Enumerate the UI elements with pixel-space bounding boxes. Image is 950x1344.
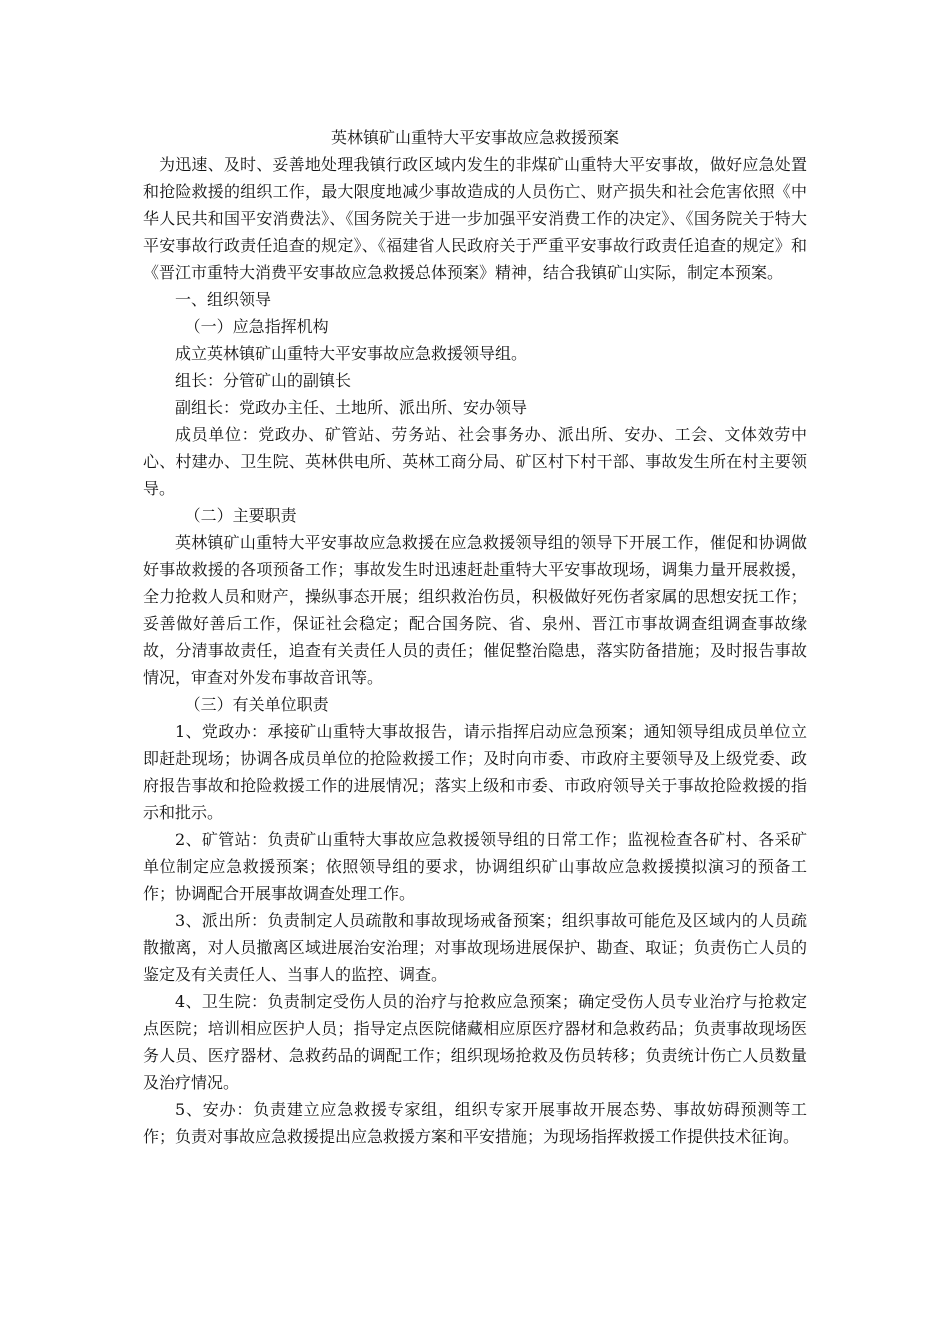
command-paragraph-members: 成员单位：党政办、矿管站、劳务站、社会事务办、派出所、安办、工会、文体效劳中心、村建办、卫生院、英林供电所、英林工商分局、矿区村下村干部、事故发生所在村主要领导。 — [143, 425, 807, 498]
subsection-heading-command: （一）应急指挥机构 — [184, 317, 329, 336]
unit-duty-safety-office: 5、安办：负责建立应急救援专家组，组织专家开展事故开展态势、事故妨碍预测等工作；负责对事故应急救援提出应急救援方案和平安措施；为现场指挥救援工作提供技术征询。 — [143, 1100, 807, 1146]
document-title: 英林镇矿山重特大平安事故应急救援预案 — [330, 128, 619, 147]
section-heading-organization: 一、组织领导 — [175, 290, 272, 309]
subsection-heading-unit-duties: （三）有关单位职责 — [184, 695, 329, 714]
unit-duty-health-center: 4、卫生院：负责制定受伤人员的治疗与抢救应急预案；确定受伤人员专业治疗与抢救定点医院；培训相应医护人员；指导定点医院储藏相应原医疗器材和急救药品；负责事故现场医务人员、医疗器材、急救药品的调配工作；组织现场抢救及伤员转移；负责统计伤亡人员数量及治疗情况。 — [143, 992, 807, 1092]
document-body — [143, 124, 807, 1150]
command-paragraph-leader: 组长：分管矿山的副镇长 — [175, 371, 352, 390]
duties-paragraph: 英林镇矿山重特大平安事故应急救援在应急救援领导组的领导下开展工作，催促和协调做好事故救援的各项预备工作；事故发生时迅速赶赴重特大平安事故现场，调集力量开展救援，全力抢救人员和财产，操纵事态开展；组织救治伤员，积极做好死伤者家属的思想安抚工作；妥善做好善后工作，保证社会稳定；配合国务院、省、泉州、晋江市事故调查组调查事故缘故，分清事故责任，追查有关责任人员的责任；催促整治隐患，落实防备措施；及时报告事故情况，审查对外发布事故音讯等。 — [143, 533, 807, 687]
command-paragraph-deputy: 副组长：党政办主任、土地所、派出所、安办领导 — [175, 398, 528, 417]
unit-duty-police-station: 3、派出所：负责制定人员疏散和事故现场戒备预案；组织事故可能危及区域内的人员疏散撤离，对人员撤离区域进展治安治理；对事故现场进展保护、勘查、取证；负责伤亡人员的鉴定及有关责任人、当事人的监控、调查。 — [143, 911, 807, 984]
unit-duty-mine-station: 2、矿管站：负责矿山重特大事故应急救援领导组的日常工作；监视检查各矿村、各采矿单位制定应急救援预案；依照领导组的要求，协调组织矿山事故应急救援摸拟演习的预备工作；协调配合开展事故调查处理工作。 — [143, 830, 807, 903]
subsection-heading-duties: （二）主要职责 — [184, 506, 297, 525]
intro-paragraph: 为迅速、及时、妥善地处理我镇行政区域内发生的非煤矿山重特大平安事故，做好应急处置和抢险救援的组织工作，最大限度地减少事故造成的人员伤亡、财产损失和社会危害依照《中华人民共和国平安消费法》、《国务院关于进一步加强平安消费工作的决定》、《国务院关于特大平安事故行政责任追查的规定》、《福建省人民政府关于严重平安事故行政责任追查的规定》和《晋江市重特大消费平安事故应急救援总体预案》精神，结合我镇矿山实际，制定本预案。 — [143, 155, 807, 282]
command-paragraph-1: 成立英林镇矿山重特大平安事故应急救援领导组。 — [175, 344, 528, 363]
unit-duty-party-office: 1、党政办：承接矿山重特大事故报告，请示指挥启动应急预案；通知领导组成员单位立即赶赴现场；协调各成员单位的抢险救援工作；及时向市委、市政府主要领导及上级党委、政府报告事故和抢险救援工作的进展情况；落实上级和市委、市政府领导关于事故抢险救援的指示和批示。 — [143, 722, 807, 822]
